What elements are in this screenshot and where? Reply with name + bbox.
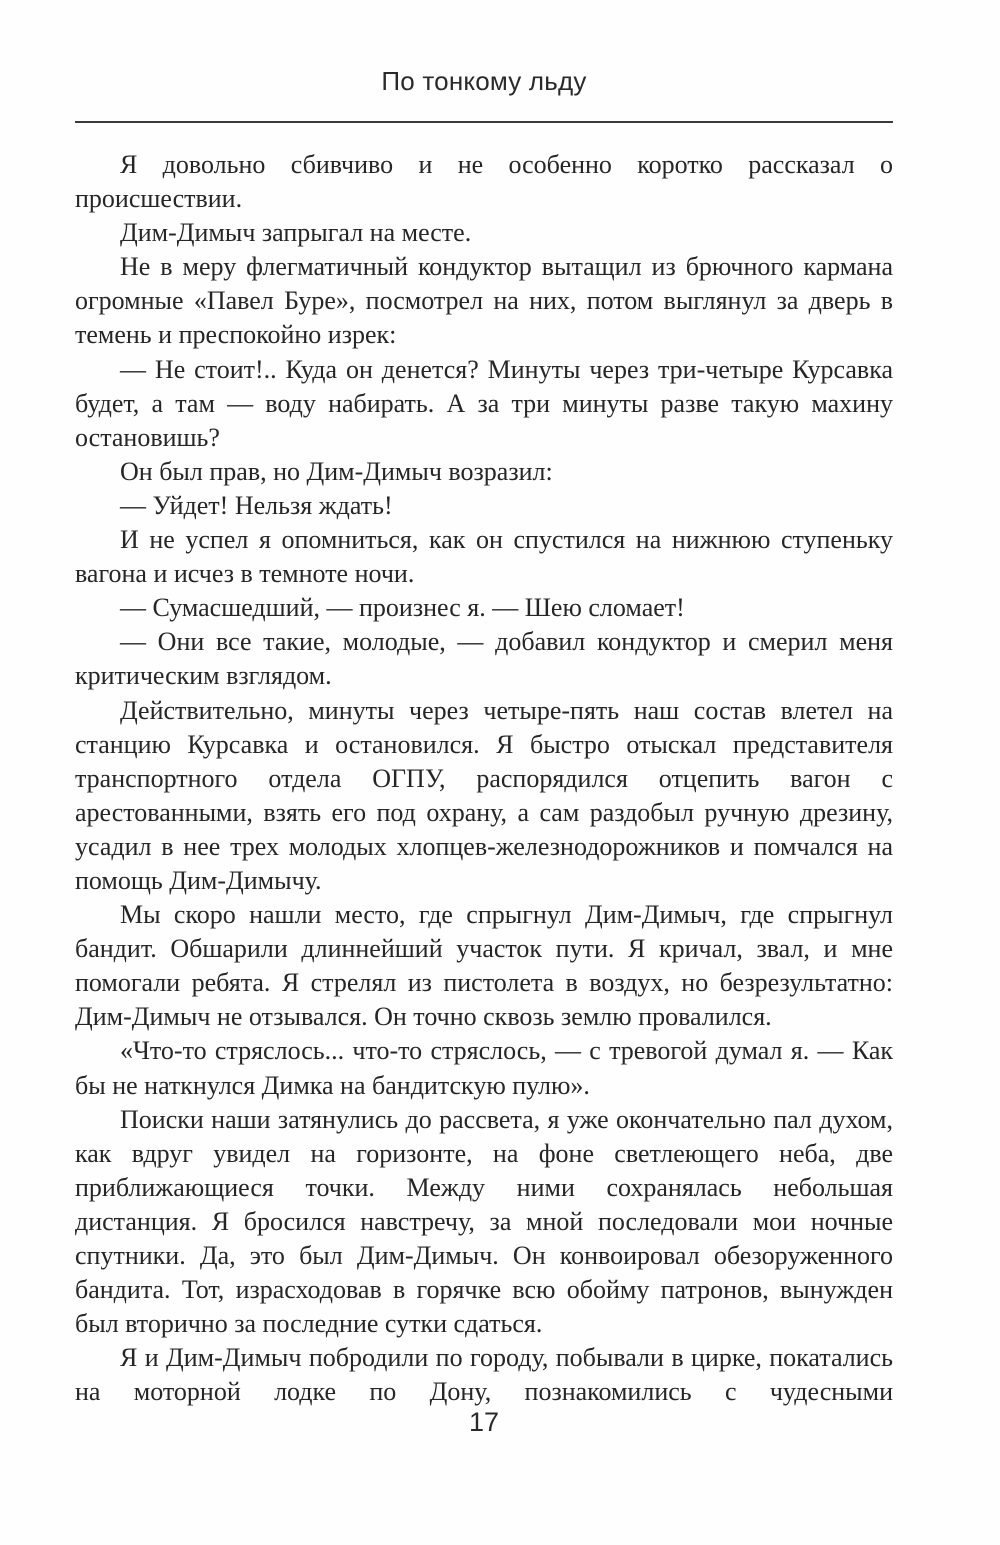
paragraph: Дим-Димыч запрыгал на месте. [120,218,472,248]
paragraph: — Уйдет! Нельзя ждать! [120,490,393,520]
body-text [75,148,893,1409]
running-title: По тонкому льду [381,66,587,96]
paragraph: — Не стоит!.. Куда он денется? Минуты через три-четыре Курсавка будет, а там — воду набирать. А за три минуты разве такую махину остановишь? [75,354,893,452]
paragraph: — Сумасшедший, — произнес я. — Шею сломает! [120,593,685,623]
paragraph: Я довольно сбивчиво и не особенно коротко рассказал о происшествии. [75,150,893,214]
paragraph: — Они все такие, молодые, — добавил кондуктор и смерил меня критическим взглядом. [75,627,893,691]
paragraph: Мы скоро нашли место, где спрыгнул Дим-Димыч, где спрыгнул бандит. Обшарили длиннейший участок пути. Я кричал, звал, и мне помогали ребята. Я стрелял из пистолета в воздух, но безрезультатно: Дим-Димыч не отзывался. Он точно сквозь землю провалился. [75,900,893,1032]
paragraph: И не успел я опомниться, как он спустился на нижнюю ступеньку вагона и исчез в темноте ночи. [75,525,893,589]
page-number: 17 [468,1407,500,1437]
paragraph: Он был прав, но Дим-Димыч возразил: [120,456,553,486]
paragraph: Я и Дим-Димыч побродили по городу, побывали в цирке, покатались на моторной лодке по Дону, познакомились с чудесными [75,1343,893,1407]
paragraph: Поиски наши затянулись до рассвета, я уже окончательно пал духом, как вдруг увидел на горизонте, на фоне светлеющего неба, две приближающиеся точки. Между ними сохранялась небольшая дистанция. Я бросился навстречу, за мной последовали мои ночные спутники. Да, это был Дим-Димыч. Он конвоировал обезоруженного бандита. Тот, израсходовав в горячке всю обойму патронов, вынужден был вторично за последние сутки сдаться. [75,1104,893,1339]
paragraph: Не в меру флегматичный кондуктор вытащил из брючного кармана огромные «Павел Буре», посмотрел на них, потом выглянул за дверь в темень и преспокойно изрек: [75,252,893,350]
paragraph: «Что-то стряслось... что-то стряслось, — с тревогой думал я. — Как бы не наткнулся Димка на бандитскую пулю». [75,1036,893,1100]
paragraph: Действительно, минуты через четыре-пять наш состав влетел на станцию Курсавка и остановился. Я быстро отыскал представителя транспортного отдела ОГПУ, распорядился отцепить вагон с арестованными, взять его под охрану, а сам раздобыл ручную дрезину, усадил в нее трех молодых хлопцев-железнодорожников и помчался на помощь Дим-Димычу. [75,695,893,895]
header-rule [75,121,893,123]
